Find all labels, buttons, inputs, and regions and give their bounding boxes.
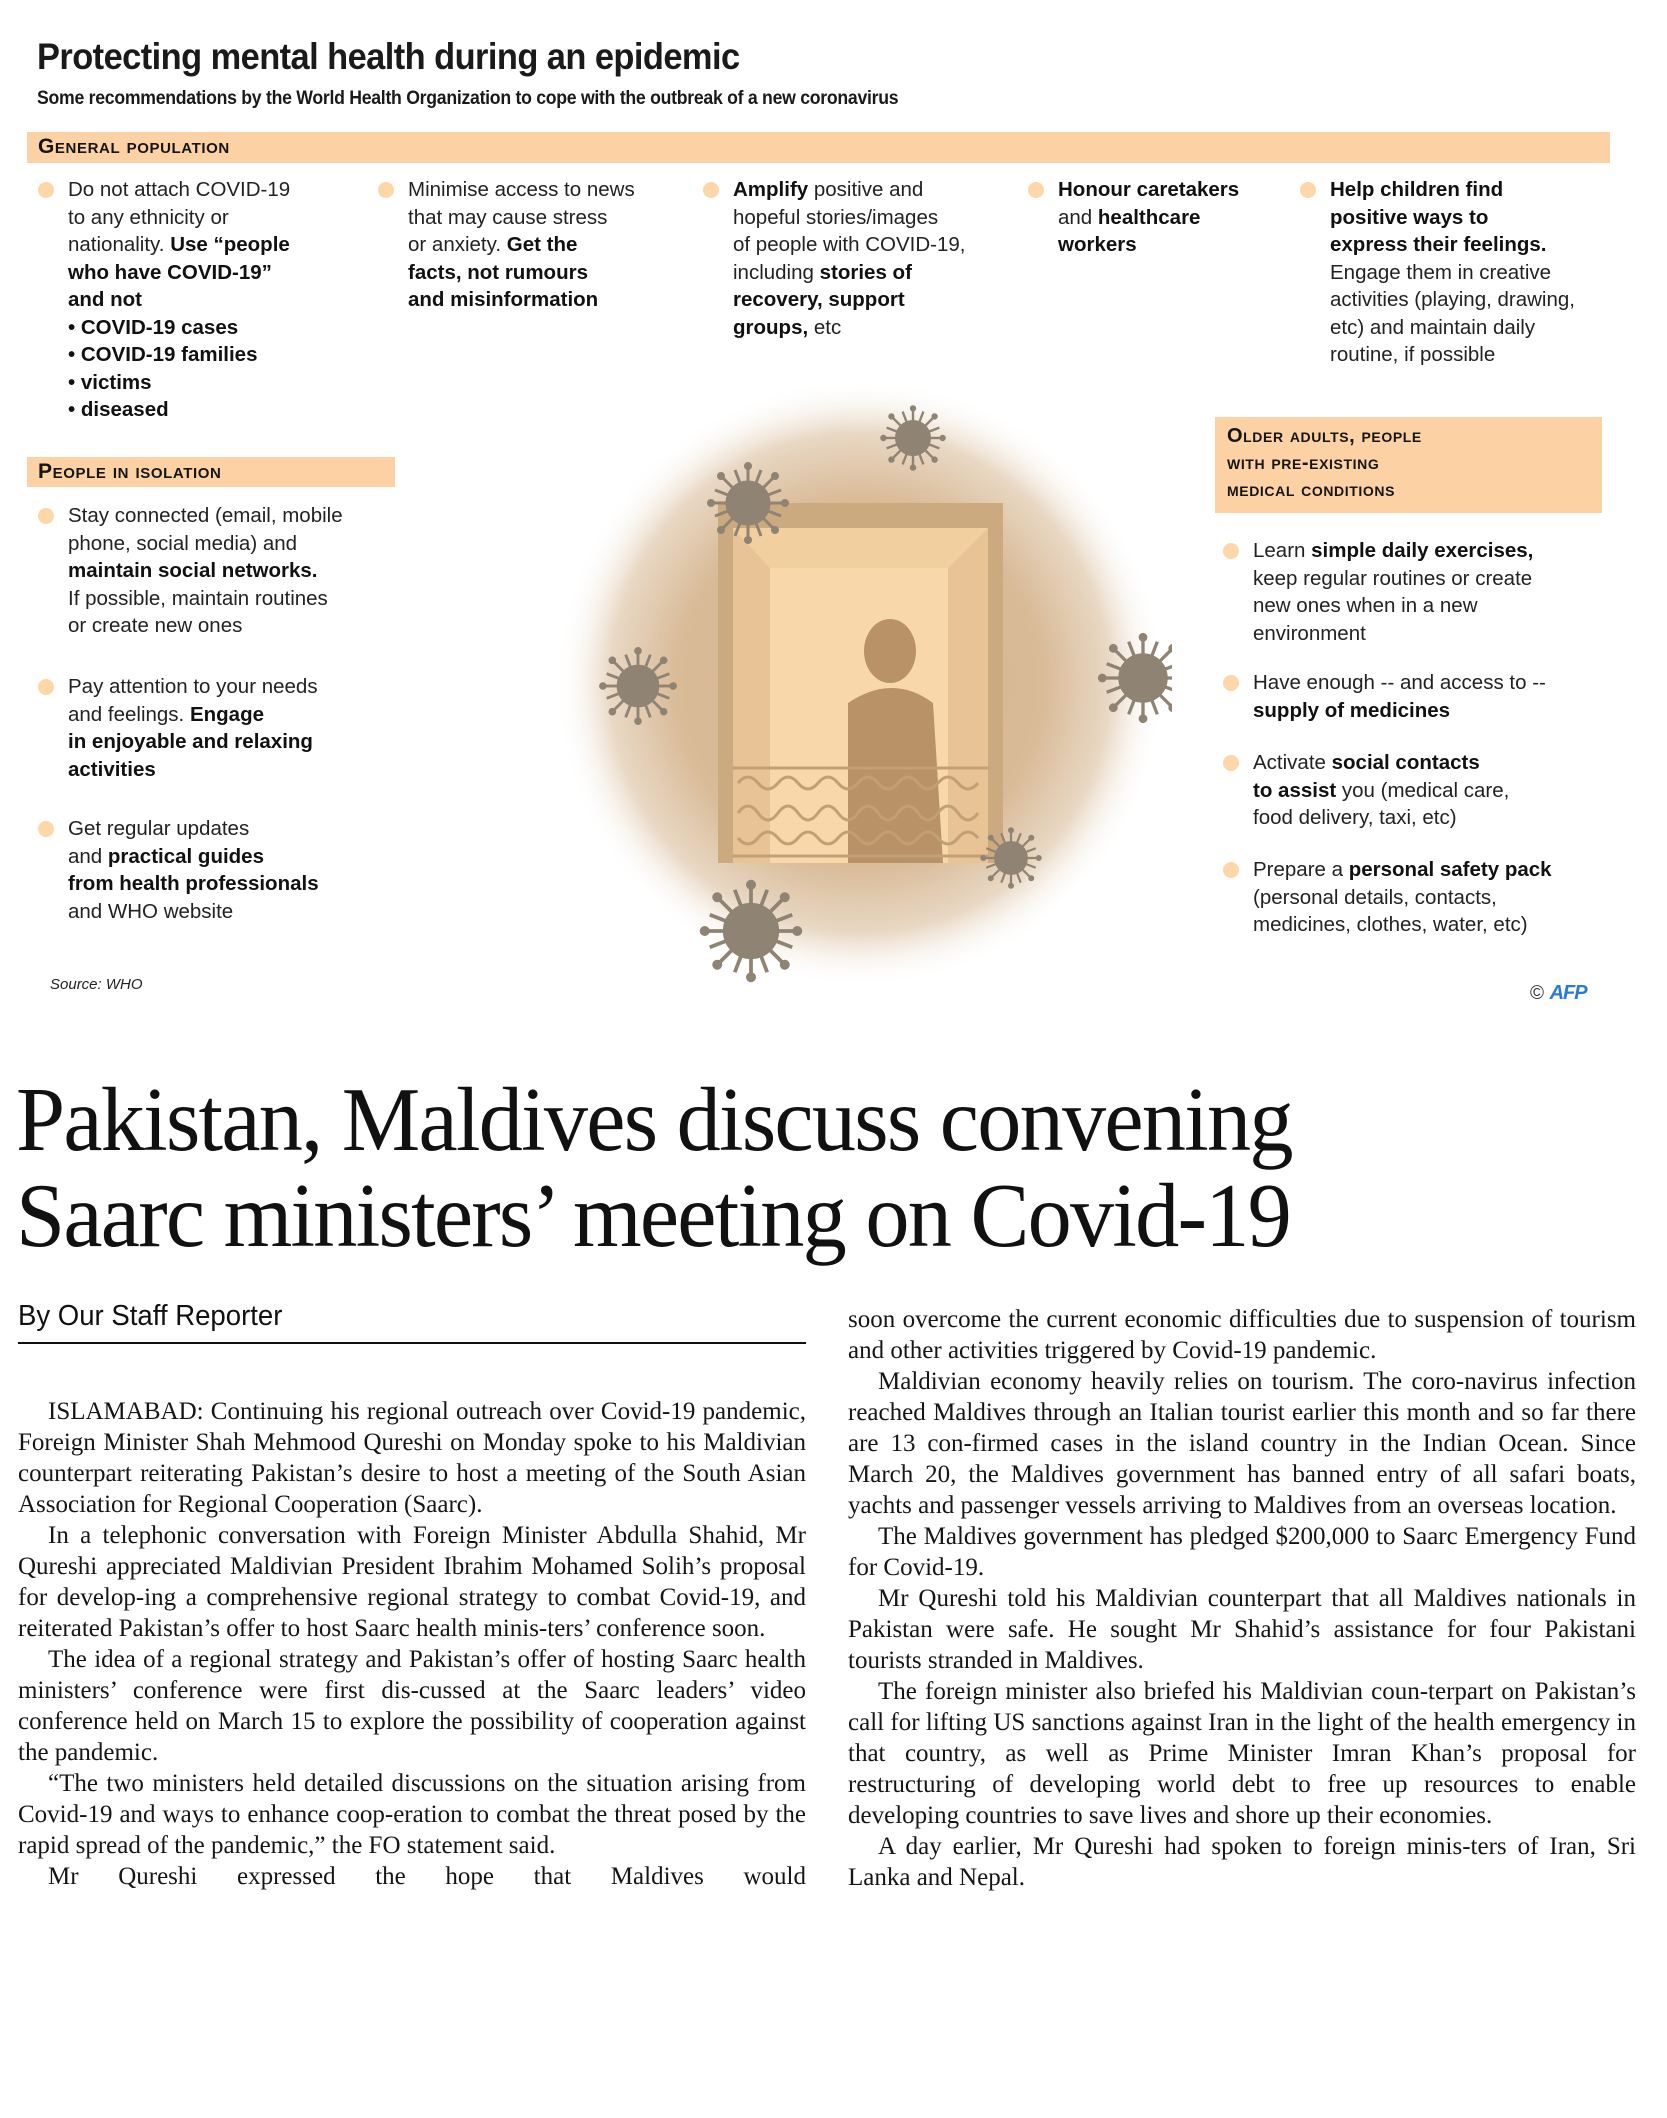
body-text: environment xyxy=(1253,621,1366,645)
body-text: (personal details, contacts, xyxy=(1253,885,1497,909)
item-line xyxy=(408,259,635,287)
body-text: etc xyxy=(808,315,842,339)
item-line xyxy=(408,286,635,314)
body-text: keep regular routines or create xyxy=(1253,566,1533,590)
body-text: Get regular updates xyxy=(68,817,250,840)
general-item-5 xyxy=(1330,176,1575,369)
emphasis-text: simple daily exercises, xyxy=(1311,539,1534,562)
section-header-people-in-isolation xyxy=(27,457,395,487)
item-line xyxy=(1253,911,1552,939)
item-line xyxy=(1253,537,1533,565)
bullet-icon xyxy=(1223,755,1239,771)
older-item-4 xyxy=(1253,856,1552,939)
body-text: positive and xyxy=(808,178,924,201)
item-line xyxy=(1253,856,1552,884)
body-text: Activate xyxy=(1253,751,1332,774)
emphasis-text: • COVID-19 cases xyxy=(68,315,239,339)
emphasis-text: Engage xyxy=(189,702,264,726)
item-line xyxy=(1253,592,1533,620)
bullet-icon xyxy=(1223,675,1239,691)
item-line xyxy=(68,314,290,342)
item-line xyxy=(1253,697,1546,725)
paragraph: Mr Qureshi expressed the hope that Maldives would xyxy=(48,1863,806,1890)
emphasis-text: practical guides xyxy=(107,844,264,868)
virus-icon xyxy=(600,648,677,725)
item-line xyxy=(733,286,965,314)
headline-line: Saarc ministers’ meeting on Covid-19 xyxy=(16,1165,1291,1266)
body-text: activities (playing, drawing, xyxy=(1330,288,1575,311)
emphasis-text: social contacts xyxy=(1331,751,1480,774)
body-text: Engage them in creative xyxy=(1330,260,1552,284)
item-line xyxy=(68,259,290,287)
body-text: and xyxy=(68,844,108,868)
heading-line: Older adults, people xyxy=(1227,425,1422,447)
body-text: and feelings. xyxy=(68,702,190,726)
item-line xyxy=(68,843,319,871)
emphasis-text: in enjoyable and relaxing xyxy=(68,730,313,753)
item-line xyxy=(68,286,290,314)
item-line xyxy=(68,701,318,729)
older-item-1 xyxy=(1253,537,1533,647)
item-line xyxy=(1253,884,1552,912)
bullet-icon xyxy=(1223,862,1239,878)
item-line xyxy=(733,176,965,204)
general-item-3 xyxy=(733,176,965,341)
item-line xyxy=(68,396,290,424)
body-text: nationality. xyxy=(68,233,171,256)
body-text: of people with COVID-19, xyxy=(733,233,966,256)
body-text: Prepare a xyxy=(1253,858,1349,881)
body-text: and WHO website xyxy=(68,899,234,923)
paragraph: A day earlier, Mr Qureshi had spoken to foreign minis-ters of Iran, Sri Lanka and Nepal. xyxy=(848,1833,1636,1891)
item-line xyxy=(1058,176,1239,204)
item-line xyxy=(68,530,343,558)
emphasis-text: positive ways to xyxy=(1330,205,1489,229)
headline-line: Pakistan, Maldives discuss convening xyxy=(16,1069,1292,1170)
copyright-icon: © xyxy=(1530,983,1544,1004)
emphasis-text: to assist xyxy=(1253,778,1337,802)
paragraph: ISLAMABAD: Continuing his regional outreach over Covid-19 pandemic, Foreign Minister Shah Mehmood Qureshi on Monday spoke to his Maldivian counterpart reiterating Pakistan’s desire to host a meeting of the South Asian Association for Regional Cooperation (Saarc). xyxy=(18,1398,806,1518)
body-text: phone, social media) and xyxy=(68,531,298,555)
emphasis-text: and not xyxy=(68,288,143,311)
item-line xyxy=(733,259,965,287)
emphasis-text: facts, not rumours xyxy=(408,260,588,284)
body-text: Minimise access to news xyxy=(408,178,635,201)
section-heading: General population xyxy=(38,135,230,158)
emphasis-text: Get the xyxy=(506,233,578,256)
item-line xyxy=(408,204,635,232)
item-line xyxy=(733,204,965,232)
paragraph: The Maldives government has pledged $200,000 to Saarc Emergency Fund for Covid-19. xyxy=(848,1523,1636,1581)
item-line xyxy=(1330,341,1575,369)
emphasis-text: stories of xyxy=(819,260,912,284)
emphasis-text: workers xyxy=(1058,233,1137,256)
item-line xyxy=(1330,286,1575,314)
bullet-icon xyxy=(1223,543,1239,559)
item-line xyxy=(1058,204,1239,232)
emphasis-text: from health professionals xyxy=(68,872,319,895)
item-line xyxy=(68,585,343,613)
item-line xyxy=(1253,777,1509,805)
item-line xyxy=(68,756,318,784)
item-line xyxy=(1253,565,1533,593)
body-text: new ones when in a new xyxy=(1253,594,1478,617)
article-column-left xyxy=(18,1396,806,1892)
heading-line: medical conditions xyxy=(1227,479,1396,501)
general-item-1 xyxy=(68,176,290,424)
body-text: or anxiety. xyxy=(408,233,507,256)
bullet-icon xyxy=(1300,182,1316,198)
item-line xyxy=(1253,804,1509,832)
bullet-icon xyxy=(38,508,54,524)
emphasis-text: and misinformation xyxy=(408,288,599,311)
body-text: including xyxy=(733,260,820,284)
item-line xyxy=(1058,231,1239,259)
bullet-icon xyxy=(703,182,719,198)
item-line xyxy=(68,204,290,232)
item-line xyxy=(1330,231,1575,259)
item-line xyxy=(68,898,319,926)
body-text: hopeful stories/images xyxy=(733,205,939,229)
body-text: If possible, maintain routines xyxy=(68,586,328,610)
body-text: Learn xyxy=(1253,539,1312,562)
item-line xyxy=(68,502,343,530)
infographic-subtitle: Some recommendations by the World Health Organization to cope with the outbreak of a new coronavirus xyxy=(37,88,899,109)
body-text: Pay attention to your needs xyxy=(68,675,318,698)
item-line xyxy=(68,612,343,640)
item-line xyxy=(68,557,343,585)
paragraph-continuation: soon overcome the current economic difficulties due to suspension of tourism and other activities triggered by Covid-19 pandemic. xyxy=(848,1306,1636,1364)
body-text: Have enough -- and access to -- xyxy=(1253,671,1546,694)
heading-line: with pre-existing xyxy=(1227,452,1380,474)
body-text: that may cause stress xyxy=(408,205,608,229)
source-note: Source: WHO xyxy=(50,976,143,993)
isolation-item-1 xyxy=(68,502,343,640)
paragraph: The foreign minister also briefed his Maldivian coun-terpart on Pakistan’s call for lifting US sanctions against Iran in the light of the health emergency in that country, as well as Prime Minister Imran Khan’s proposal for restructuring of developing world debt to free up resources to enable developing countries to save lives and shore up their economies. xyxy=(848,1678,1636,1829)
article-headline xyxy=(16,1069,1656,1266)
infographic-title: Protecting mental health during an epidemic xyxy=(37,36,740,77)
virus-icon xyxy=(881,406,946,471)
paragraph: The idea of a regional strategy and Pakistan’s offer of hosting Saarc health ministers’ conference were first dis-cussed at the Saarc leaders’ video conference held on March 15 to explore the possibility of cooperation against the pandemic. xyxy=(18,1646,806,1766)
bullet-icon xyxy=(38,679,54,695)
emphasis-text: • victims xyxy=(68,370,152,394)
byline: By Our Staff Reporter xyxy=(18,1300,283,1332)
body-text: Do not attach COVID-19 xyxy=(68,178,291,201)
older-item-2 xyxy=(1253,669,1546,724)
emphasis-text: Use “people xyxy=(170,233,290,256)
body-text: you (medical care, xyxy=(1336,778,1510,802)
item-line xyxy=(68,870,319,898)
item-line xyxy=(1330,204,1575,232)
virus-icon xyxy=(708,463,789,544)
item-line xyxy=(68,231,290,259)
body-text: etc) and maintain daily xyxy=(1330,315,1536,339)
section-header-general-population xyxy=(27,132,1610,163)
bullet-icon xyxy=(1028,182,1044,198)
item-line xyxy=(733,314,965,342)
body-text: and xyxy=(1058,205,1098,229)
emphasis-text: • COVID-19 families xyxy=(68,343,258,366)
bullet-icon xyxy=(38,821,54,837)
paragraph: In a telephonic conversation with Foreign Minister Abdulla Shahid, Mr Qureshi appreciated Maldivian President Ibrahim Mohamed Solih’s proposal for develop-ing a comprehensive regional strategy to combat Covid-19, and reiterated Pakistan’s offer to host Saarc health minis-ters’ conference soon. xyxy=(18,1522,806,1642)
item-line xyxy=(408,231,635,259)
afp-credit xyxy=(1530,982,1587,1005)
body-text: or create new ones xyxy=(68,614,243,637)
bullet-icon xyxy=(38,182,54,198)
item-line xyxy=(1253,620,1533,648)
item-line xyxy=(68,176,290,204)
item-line xyxy=(1330,314,1575,342)
item-line xyxy=(1330,259,1575,287)
item-line xyxy=(408,176,635,204)
virus-icon xyxy=(981,828,1042,889)
body-text: to any ethnicity or xyxy=(68,205,229,229)
emphasis-text: groups, xyxy=(733,315,809,339)
body-text: food delivery, taxi, etc) xyxy=(1253,806,1457,829)
body-text: routine, if possible xyxy=(1330,343,1496,366)
older-item-3 xyxy=(1253,749,1509,832)
section-heading: People in isolation xyxy=(38,460,222,483)
section-heading xyxy=(1227,423,1587,504)
byline-divider xyxy=(18,1342,806,1344)
emphasis-text: activities xyxy=(68,757,156,781)
paragraph: Maldivian economy heavily relies on tourism. The coro-navirus infection reached Maldives through an Italian tourist earlier this month and so far there are 13 con-firmed cases in the island country in the Indian Ocean. Since March 20, the Maldives government has banned entry of all safari boats, yachts and passenger vessels arriving to Maldives from an overseas location. xyxy=(848,1368,1636,1519)
paragraph: Mr Qureshi told his Maldivian counterpart that all Maldives nationals in Pakistan were safe. He sought Mr Shahid’s assistance for four Pakistani tourists stranded in Maldives. xyxy=(848,1585,1636,1674)
general-item-2 xyxy=(408,176,635,314)
afp-logo: AFP xyxy=(1549,982,1587,1004)
item-line xyxy=(1253,749,1509,777)
item-line xyxy=(68,341,290,369)
body-text: Stay connected (email, mobile xyxy=(68,504,343,527)
emphasis-text: • diseased xyxy=(68,398,169,421)
emphasis-text: Help children find xyxy=(1330,178,1504,201)
emphasis-text: supply of medicines xyxy=(1253,698,1451,722)
virus-icon xyxy=(700,880,801,981)
emphasis-text: maintain social networks. xyxy=(68,559,318,582)
section-header-older-adults xyxy=(1215,417,1602,513)
item-line xyxy=(68,369,290,397)
emphasis-text: personal safety pack xyxy=(1348,858,1552,881)
bullet-icon xyxy=(378,182,394,198)
paragraph: “The two ministers held detailed discussions on the situation arising from Covid-19 and ways to enhance coop-eration to combat the threat posed by the rapid spread of the pandemic,” the FO statement said. xyxy=(18,1770,806,1859)
item-line xyxy=(1330,176,1575,204)
item-line xyxy=(733,231,965,259)
emphasis-text: Amplify xyxy=(733,178,809,201)
emphasis-text: express their feelings. xyxy=(1330,233,1547,256)
item-line xyxy=(68,815,319,843)
article-column-right xyxy=(848,1304,1636,1893)
emphasis-text: who have COVID-19” xyxy=(68,260,272,284)
general-item-4 xyxy=(1058,176,1239,259)
emphasis-text: Honour caretakers xyxy=(1058,178,1240,201)
isolation-item-3 xyxy=(68,815,319,925)
item-line xyxy=(68,728,318,756)
item-line xyxy=(1253,669,1546,697)
body-text: medicines, clothes, water, etc) xyxy=(1253,913,1528,936)
item-line xyxy=(68,673,318,701)
isolation-item-2 xyxy=(68,673,318,783)
emphasis-text: recovery, support xyxy=(733,288,905,311)
emphasis-text: healthcare xyxy=(1097,205,1201,229)
illustration-silhouette-balcony xyxy=(548,368,1172,992)
